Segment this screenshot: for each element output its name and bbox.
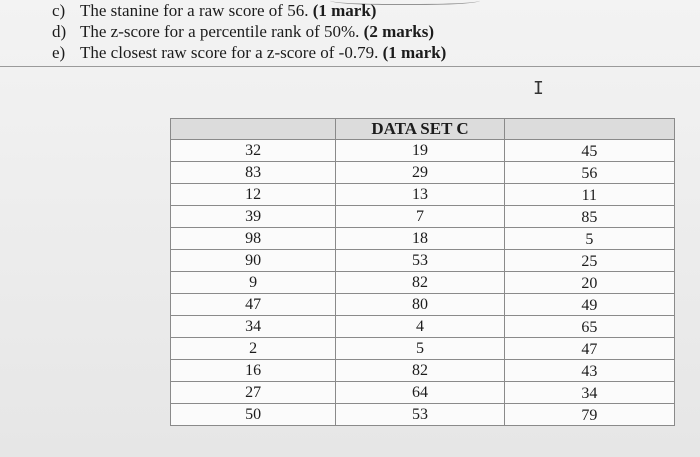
table-cell: 27 (171, 382, 336, 404)
table-cell: 19 (336, 140, 504, 162)
table-row (171, 140, 675, 162)
table-cell: 34 (504, 382, 674, 404)
table-body (171, 140, 675, 426)
table-row (171, 184, 675, 206)
table-row (171, 382, 675, 404)
table-cell: 45 (504, 140, 674, 162)
table-row (171, 228, 675, 250)
table-title: DATA SET C (336, 119, 504, 140)
header-blank-cell (171, 119, 336, 140)
question-marks: (1 mark) (312, 1, 377, 20)
table-cell: 80 (336, 294, 504, 316)
table-cell: 82 (336, 360, 504, 382)
question-marks: (2 marks) (363, 22, 435, 41)
question-label: c) (52, 1, 66, 20)
table-cell: 16 (171, 360, 336, 382)
text-cursor-icon: I (533, 78, 544, 99)
table-header-row (171, 119, 675, 140)
question-text: The z-score for a percentile rank of 50%. (2 marks) (80, 22, 435, 41)
question-list (52, 0, 512, 63)
question-label: d) (52, 22, 67, 41)
question-marks: (1 mark) (382, 43, 447, 62)
table-row (171, 162, 675, 184)
table-row (171, 272, 675, 294)
table-cell: 56 (504, 162, 674, 184)
table-cell: 2 (171, 338, 336, 360)
table-cell: 47 (171, 294, 336, 316)
table-row (171, 206, 675, 228)
table-cell: 29 (336, 162, 504, 184)
table-cell: 34 (171, 316, 336, 338)
table-cell: 49 (504, 294, 674, 316)
table-cell: 9 (171, 272, 336, 294)
table-cell: 7 (336, 206, 504, 228)
question-text: The stanine for a raw score of 56. (1 mark) (80, 1, 377, 20)
table-cell: 64 (336, 382, 504, 404)
table-cell: 4 (336, 316, 504, 338)
table-cell: 65 (504, 316, 674, 338)
table-row (171, 294, 675, 316)
table-cell: 83 (171, 162, 336, 184)
table-cell: 98 (171, 228, 336, 250)
table-cell: 53 (336, 404, 504, 426)
table-cell: 50 (171, 404, 336, 426)
question-text: The closest raw score for a z-score of -0.79. (1 mark) (80, 43, 447, 62)
table-cell: 79 (504, 404, 674, 426)
table-row (171, 250, 675, 272)
table-cell: 11 (504, 184, 674, 206)
table-cell: 85 (504, 206, 674, 228)
table-row (171, 338, 675, 360)
table-row (171, 360, 675, 382)
table-cell: 32 (171, 140, 336, 162)
table-cell: 25 (504, 250, 674, 272)
question-c (52, 0, 512, 21)
table-cell: 82 (336, 272, 504, 294)
question-d (52, 21, 512, 42)
table-row (171, 316, 675, 338)
table-cell: 12 (171, 184, 336, 206)
table-cell: 20 (504, 272, 674, 294)
table-cell: 5 (336, 338, 504, 360)
table-cell: 39 (171, 206, 336, 228)
table-cell: 13 (336, 184, 504, 206)
table-cell: 5 (504, 228, 674, 250)
divider-line (0, 66, 700, 67)
data-set-table (170, 118, 675, 426)
table-cell: 18 (336, 228, 504, 250)
question-e (52, 42, 512, 63)
table-cell: 90 (171, 250, 336, 272)
table-row (171, 404, 675, 426)
table-cell: 53 (336, 250, 504, 272)
header-blank-cell (504, 119, 674, 140)
table-cell: 43 (504, 360, 674, 382)
question-label: e) (52, 43, 66, 62)
table-cell: 47 (504, 338, 674, 360)
